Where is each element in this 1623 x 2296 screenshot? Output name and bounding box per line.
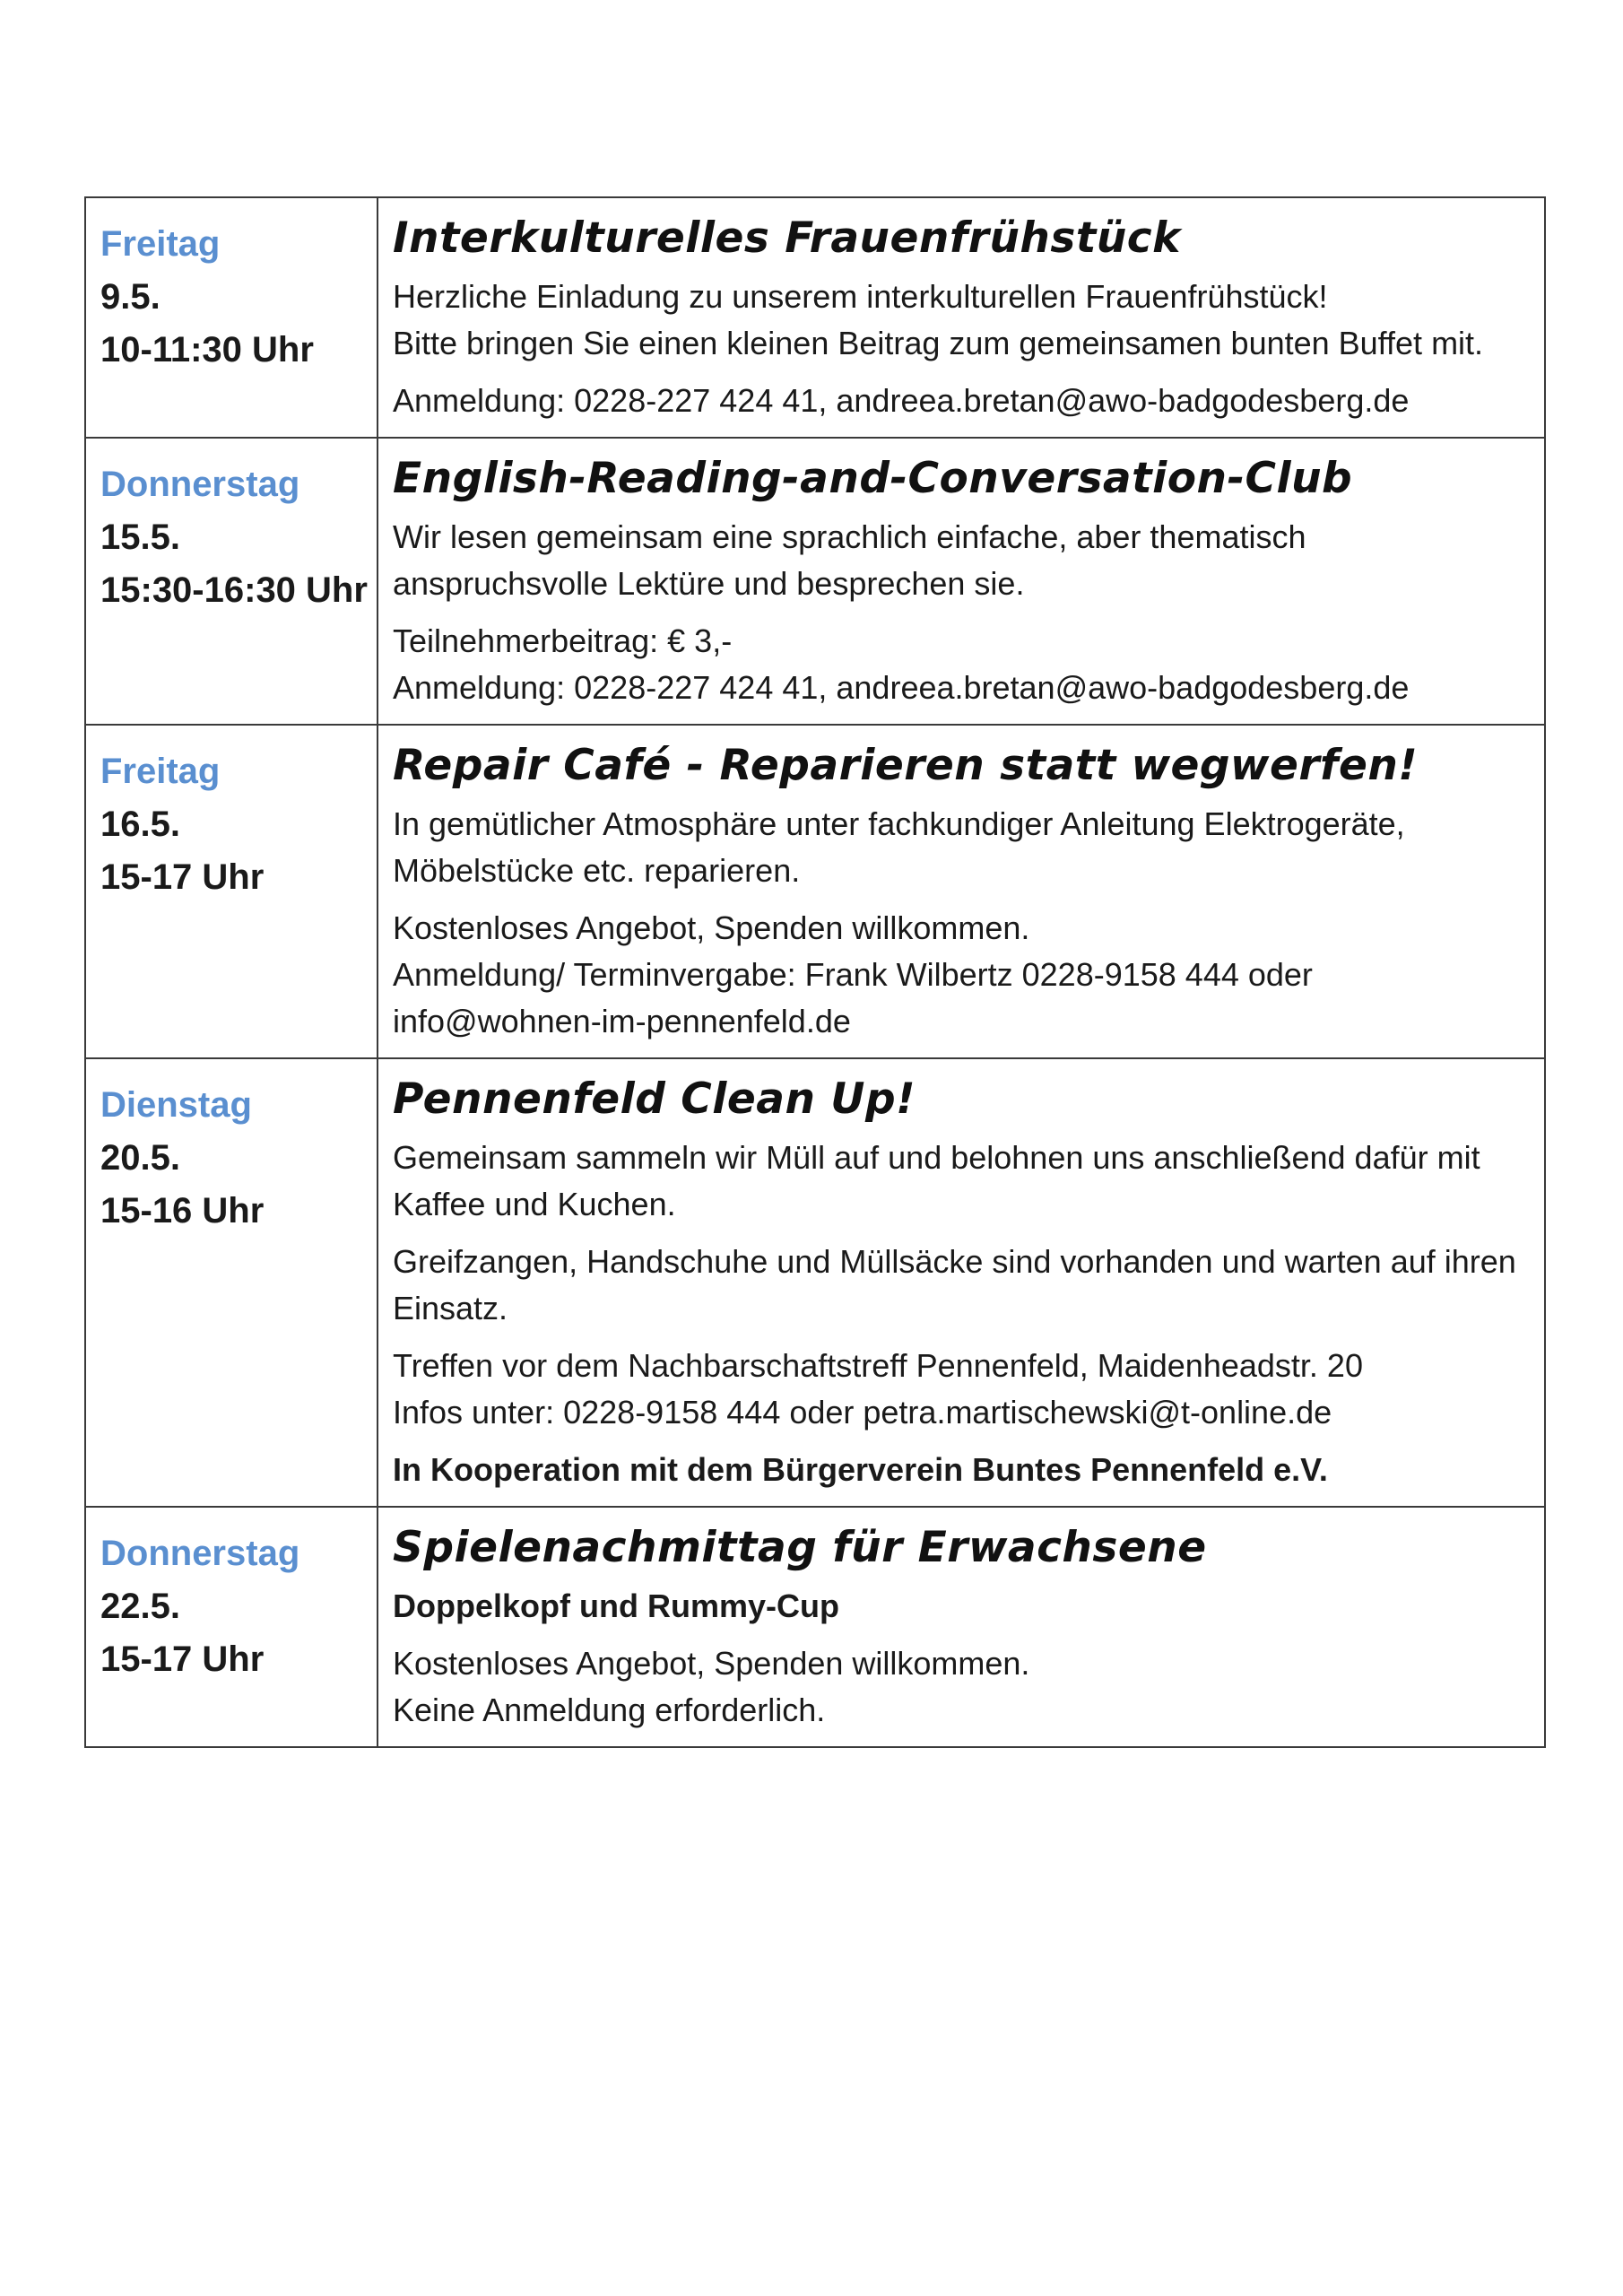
event-description: Wir lesen gemeinsam eine sprachlich einfache, aber thematisch anspruchsvolle Lektüre und besprechen sie. (393, 518, 1306, 602)
event-description: Kostenloses Angebot, Spenden willkommen. Anmeldung/ Terminvergabe: Frank Wilbertz 0228-9158 444 oder info@wohnen-im-pennenfeld.de (393, 909, 1313, 1039)
event-row (85, 1058, 1545, 1507)
event-info-cell (378, 197, 1545, 438)
event-description: Kostenloses Angebot, Spenden willkommen. Keine Anmeldung erforderlich. (393, 1645, 1030, 1728)
event-title: Interkulturelles Frauenfrühstück (393, 213, 1181, 263)
event-title: Pennenfeld Clean Up! (393, 1074, 916, 1124)
event-description: Treffen vor dem Nachbarschaftstreff Pennenfeld, Maidenheadstr. 20 Infos unter: 0228-9158 444 oder petra.martischewski@t-online.de (393, 1347, 1363, 1431)
events-table (84, 196, 1546, 1748)
event-description: Teilnehmerbeitrag: € 3,- Anmeldung: 0228-227 424 41, andreea.bretan@awo-badgodesberg.de (393, 622, 1410, 706)
event-description: Gemeinsam sammeln wir Müll auf und belohnen uns anschließend dafür mit Kaffee und Kuchen. (393, 1139, 1480, 1222)
event-row (85, 197, 1545, 438)
event-row (85, 438, 1545, 725)
event-title: English-Reading-and-Conversation-Club (393, 454, 1353, 503)
event-date-cell (85, 725, 378, 1058)
event-date-cell (85, 197, 378, 438)
event-date-cell (85, 438, 378, 725)
event-description: Anmeldung: 0228-227 424 41, andreea.bretan@awo-badgodesberg.de (393, 382, 1410, 419)
event-date: 22.5. (100, 1587, 180, 1626)
event-highlight-text: In Kooperation mit dem Bürgerverein Buntes Pennenfeld e.V. (393, 1451, 1328, 1488)
event-highlight-text: Doppelkopf und Rummy-Cup (393, 1587, 839, 1624)
event-weekday: Donnerstag (100, 465, 300, 504)
event-time: 10-11:30 Uhr (100, 330, 314, 370)
event-date-cell (85, 1507, 378, 1747)
event-date: 9.5. (100, 277, 161, 317)
event-info-cell (378, 1058, 1545, 1507)
event-info-cell (378, 725, 1545, 1058)
event-time: 15:30-16:30 Uhr (100, 570, 368, 610)
event-weekday: Donnerstag (100, 1534, 300, 1573)
event-row (85, 1507, 1545, 1747)
event-info-cell (378, 1507, 1545, 1747)
event-date: 15.5. (100, 517, 180, 557)
event-weekday: Freitag (100, 224, 221, 264)
event-date: 20.5. (100, 1138, 180, 1178)
event-time: 15-17 Uhr (100, 857, 265, 897)
event-info-cell (378, 438, 1545, 725)
event-title: Repair Café - Reparieren statt wegwerfen! (393, 741, 1419, 790)
event-row (85, 725, 1545, 1058)
event-time: 15-17 Uhr (100, 1639, 265, 1679)
event-title: Spielenachmittag für Erwachsene (393, 1523, 1207, 1572)
event-date-cell (85, 1058, 378, 1507)
event-description: In gemütlicher Atmosphäre unter fachkundiger Anleitung Elektrogeräte, Möbelstücke etc. reparieren. (393, 805, 1405, 889)
events-body (85, 197, 1545, 1747)
event-weekday: Dienstag (100, 1085, 252, 1125)
event-weekday: Freitag (100, 752, 221, 791)
event-date: 16.5. (100, 804, 180, 844)
event-time: 15-16 Uhr (100, 1191, 265, 1231)
event-description: Greifzangen, Handschuhe und Müllsäcke sind vorhanden und warten auf ihren Einsatz. (393, 1243, 1516, 1326)
event-description: Herzliche Einladung zu unserem interkulturellen Frauenfrühstück! Bitte bringen Sie einen kleinen Beitrag zum gemeinsamen bunten Buffet mit. (393, 278, 1484, 361)
